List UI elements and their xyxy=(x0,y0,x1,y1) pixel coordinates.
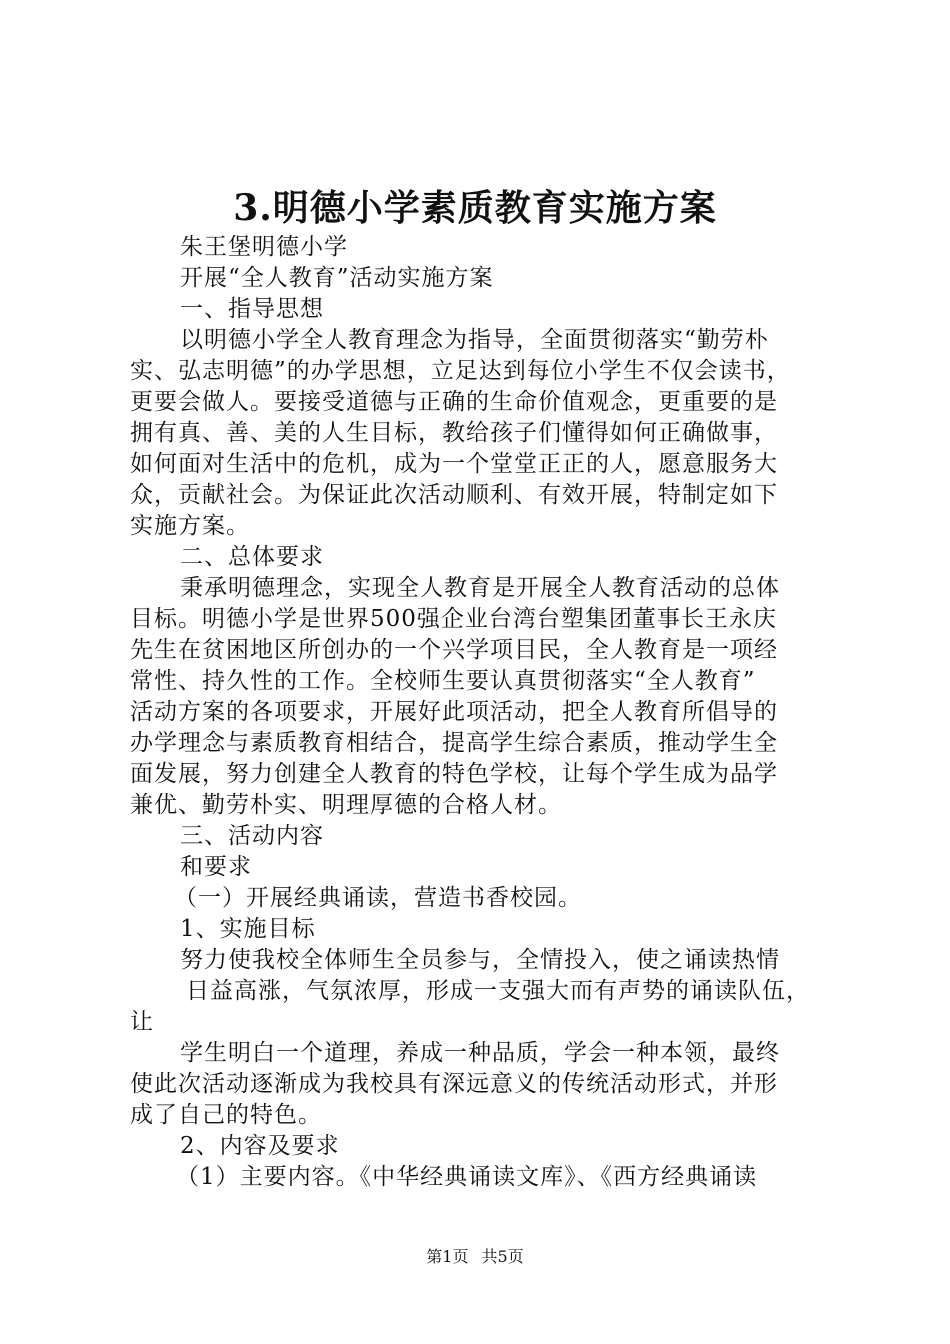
body-line: 实、弘志明德”的办学思想，立足达到每位小学生不仅会读书， xyxy=(130,358,791,384)
section-heading: 三、活动内容 xyxy=(180,823,324,849)
body-line: 拥有真、善、美的人生目标，教给孩子们懂得如何正确做事， xyxy=(130,420,778,446)
body-line: 学生明白一个道理，养成一种品质，学会一种本领，最终 xyxy=(180,1040,780,1066)
body-line: 努力使我校全体师生全员参与，全情投入，使之诵读热情 xyxy=(180,947,780,973)
body-line: 日益高涨，气氛浓厚，形成一支强大而有声势的诵读队伍， xyxy=(186,978,810,1004)
body-line: 和要求 xyxy=(180,854,252,880)
body-line: 开展“全人教育”活动实施方案 xyxy=(180,265,494,291)
body-line: 实施方案。 xyxy=(130,513,250,539)
subsection-heading: 1、实施目标 xyxy=(180,916,316,942)
body-line: 常性、持久性的工作。全校师生要认真贯彻落实“全人教育” xyxy=(130,668,756,694)
body-line: 活动方案的各项要求，开展好此项活动，把全人教育所倡导的 xyxy=(130,699,778,725)
body-line: 成了自己的特色。 xyxy=(130,1102,322,1128)
body-line: 面发展，努力创建全人教育的特色学校，让每个学生成为品学 xyxy=(130,761,778,787)
page-footer xyxy=(0,1244,950,1267)
section-heading: 一、指导思想 xyxy=(180,296,324,322)
body-line: 兼优、勤劳朴实、明理厚德的合格人材。 xyxy=(130,792,562,818)
page-total: 共5页 xyxy=(481,1247,524,1266)
page-number: 第1页 xyxy=(426,1247,469,1266)
body-line: （1）主要内容。《中华经典诵读文库》、《西方经典诵读 xyxy=(176,1164,758,1190)
body-line: 如何面对生活中的危机，成为一个堂堂正正的人，愿意服务大 xyxy=(130,451,778,477)
body-line: 使此次活动逐渐成为我校具有深远意义的传统活动形式，并形 xyxy=(130,1071,778,1097)
body-line: 朱王堡明德小学 xyxy=(180,234,348,260)
section-heading: 二、总体要求 xyxy=(180,544,324,570)
document-title: 3.明德小学素质教育实施方案 xyxy=(233,187,717,229)
body-line: 办学理念与素质教育相结合，提高学生综合素质，推动学生全 xyxy=(130,730,778,756)
subsection-heading: 2、内容及要求 xyxy=(180,1133,340,1159)
document-body xyxy=(130,232,830,1193)
body-line: 目标。明德小学是世界500强企业台湾台塑集团董事长王永庆 xyxy=(130,606,777,632)
subsection-heading: （一）开展经典诵读，营造书香校园。 xyxy=(174,885,582,911)
body-line: 更要会做人。要接受道德与正确的生命价值观念，更重要的是 xyxy=(130,389,778,415)
body-line: 以明德小学全人教育理念为指导，全面贯彻落实“勤劳朴 xyxy=(180,327,769,353)
body-line: 众，贡献社会。为保证此次活动顺利、有效开展，特制定如下 xyxy=(130,482,778,508)
body-line: 秉承明德理念，实现全人教育是开展全人教育活动的总体 xyxy=(180,575,780,601)
body-line: 先生在贫困地区所创办的一个兴学项目民，全人教育是一项经 xyxy=(130,637,778,663)
body-line: 让 xyxy=(130,1009,154,1035)
